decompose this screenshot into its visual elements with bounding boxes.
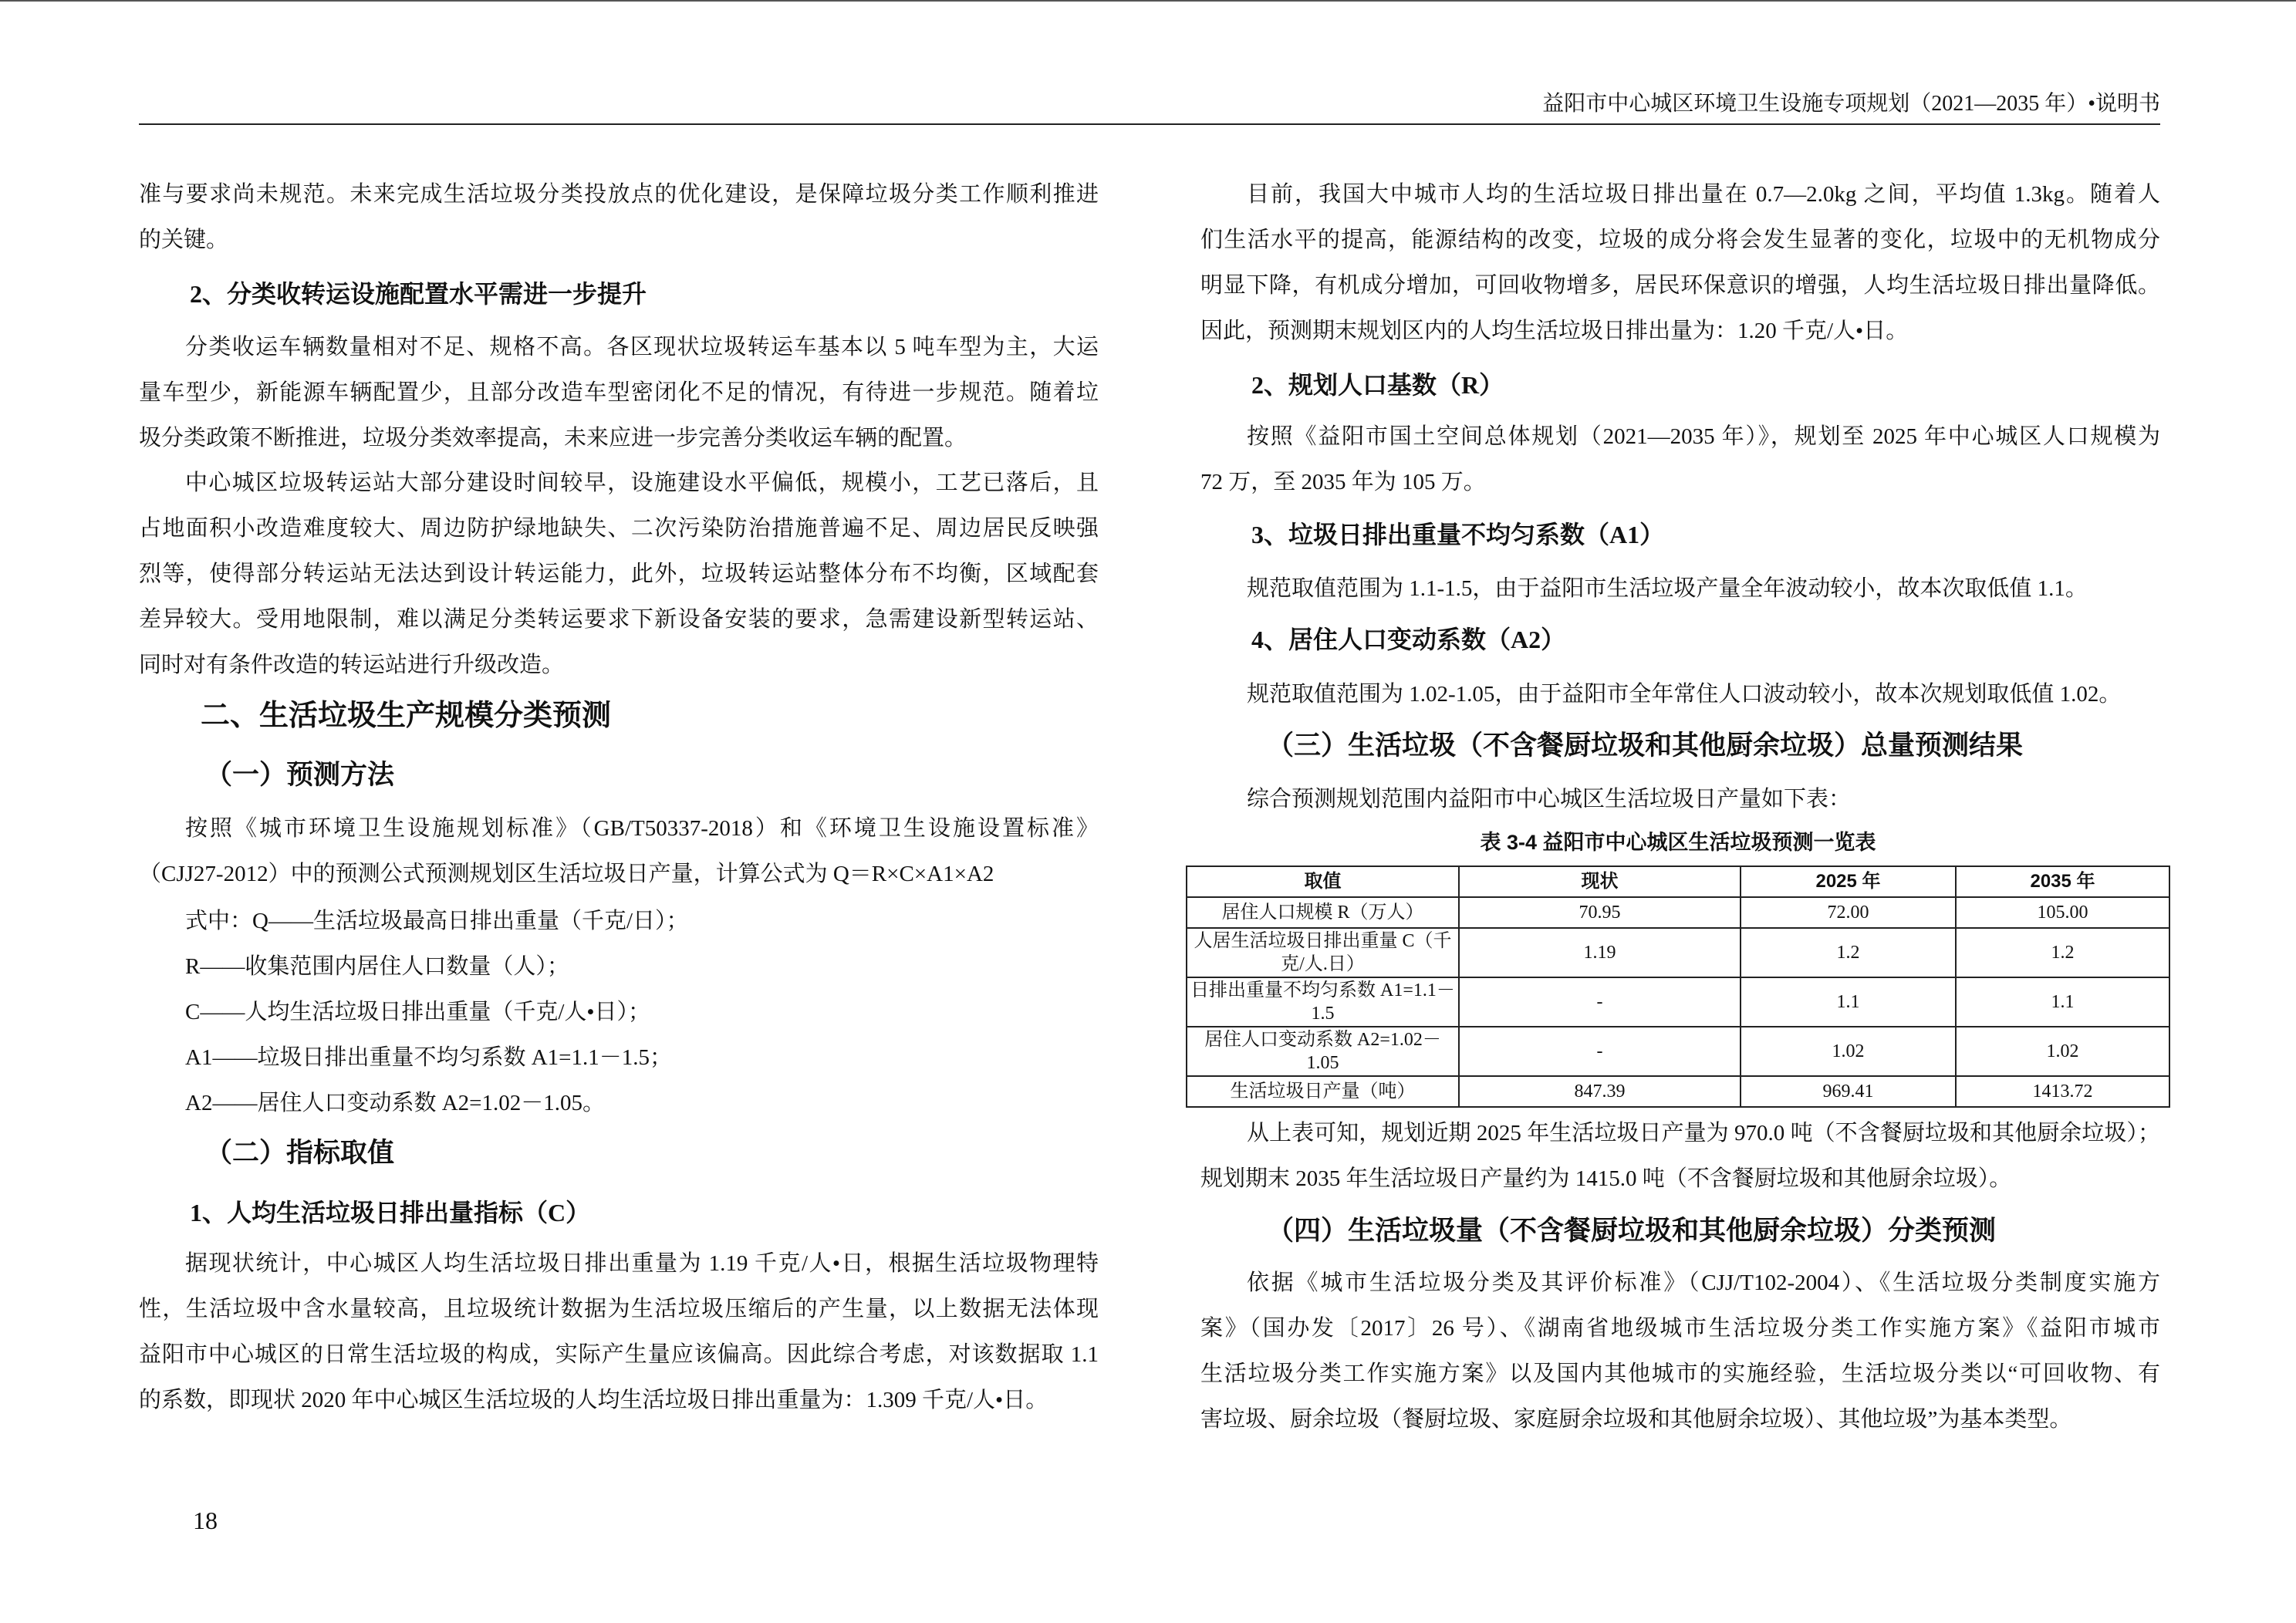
section-heading <box>1200 512 2160 558</box>
text-line: 同时对有条件改造的转运站进行升级改造。 <box>139 653 565 677</box>
text-line: 4、居住人口变动系数（A2） <box>1251 626 1566 653</box>
text-line: 从上表可知，规划近期 2025 年生活垃圾日产量为 970.0 吨（不含餐厨垃圾和其他厨余垃圾）； <box>1247 1121 2160 1146</box>
paragraph <box>139 1241 1099 1423</box>
table-header-cell: 2025 年 <box>1741 866 1956 897</box>
text-line: C——人均生活垃圾日排出重量（千克/人•日）； <box>185 1000 651 1024</box>
text-line: （一）预测方法 <box>205 760 395 790</box>
text-line: 差异较大。受用地限制，难以满足分类转运要求下新设备安装的要求，急需建设新型转运站、 <box>139 607 1099 632</box>
text-line: （CJJ27-2012）中的预测公式预测规划区生活垃圾日产量，计算公式为 Q＝R×C×A1×A2 <box>139 862 994 886</box>
text-line: 性，生活垃圾中含水量较高，且垃圾统计数据为生活垃圾压缩后的产生量，以上数据无法体现 <box>139 1297 1099 1321</box>
table-cell: - <box>1459 1027 1741 1076</box>
text-line: 的关键。 <box>139 228 229 252</box>
text-line: （三）生活垃圾（不含餐厨垃圾和其他厨余垃圾）总量预测结果 <box>1267 731 2024 761</box>
paragraph <box>139 806 1099 897</box>
paragraph <box>1200 414 2160 505</box>
table-cell: 1.2 <box>1956 928 2169 977</box>
text-line: 3、垃圾日排出重量不均匀系数（A1） <box>1251 521 1665 548</box>
text-line: 据现状统计，中心城区人均生活垃圾日排出重量为 1.19 千克/人•日，根据生活垃圾物理特 <box>185 1251 1099 1276</box>
text-line: 规范取值范围为 1.02-1.05，由于益阳市全年常住人口波动较小，故本次规划取低值 1.02。 <box>1247 682 2122 707</box>
page-top-border <box>0 0 2296 2</box>
subsection-heading <box>1200 1208 2160 1254</box>
text-line: 们生活水平的提高，能源结构的改变，垃圾的成分将会发生显著的变化，垃圾中的无机物成分 <box>1200 228 2160 252</box>
paragraph <box>1200 672 2160 717</box>
text-line: 烈等，使得部分转运站无法达到设计转运能力，此外，垃圾转运站整体分布不均衡，区域配套 <box>139 562 1099 586</box>
chapter-heading <box>139 693 1099 739</box>
table-cell: 105.00 <box>1956 897 2169 928</box>
text-line: 量车型少，新能源车辆配置少，且部分改造车型密闭化不足的情况，有待进一步规范。随着垃 <box>139 380 1099 405</box>
text-line: 准与要求尚未规范。未来完成生活垃圾分类投放点的优化建设，是保障垃圾分类工作顺利推进 <box>139 182 1099 207</box>
section-heading <box>1200 617 2160 663</box>
text-line: 2、分类收转运设施配置水平需进一步提升 <box>190 280 647 308</box>
subsection-heading <box>139 1130 1099 1176</box>
table-row <box>1187 1076 2169 1107</box>
text-line: 案》（国办发〔2017〕26 号）、《湖南省地级城市生活垃圾分类工作实施方案》《益阳市城市 <box>1200 1316 2160 1341</box>
text-line: 72 万，至 2035 年为 105 万。 <box>1200 470 1486 494</box>
text-line: （四）生活垃圾量（不含餐厨垃圾和其他厨余垃圾）分类预测 <box>1267 1216 1997 1246</box>
text-line: 明显下降，有机成分增加，可回收物增多，居民环保意识的增强，人均生活垃圾日排出量降低。 <box>1200 273 2160 298</box>
section-heading <box>139 1190 1099 1236</box>
table-header-cell: 2035 年 <box>1956 866 2169 897</box>
table-row <box>1187 977 2169 1027</box>
table-header-cell: 取值 <box>1187 866 1459 897</box>
text-line: （二）指标取值 <box>205 1138 395 1168</box>
paragraph <box>1200 1260 2160 1442</box>
table-row <box>1187 1027 2169 1076</box>
text-line: 生活垃圾分类工作实施方案》以及国内其他城市的实施经验，生活垃圾分类以“可回收物、有 <box>1200 1361 2160 1386</box>
table-cell: 居住人口规模 R（万人） <box>1187 897 1459 928</box>
text-line: 按照《城市环境卫生设施规划标准》（GB/T50337-2018）和《环境卫生设施设置标准》 <box>185 816 1099 841</box>
header-rule <box>139 123 2160 125</box>
table-cell: 1.19 <box>1459 928 1741 977</box>
table-cell: 1413.72 <box>1956 1076 2169 1107</box>
paragraph <box>1200 1111 2160 1202</box>
text-line: 因此，预测期末规划区内的人均生活垃圾日排出量为：1.20 千克/人•日。 <box>1200 319 1909 343</box>
table-cell: 969.41 <box>1741 1076 1956 1107</box>
table-cell: 居住人口变动系数 A2=1.02－1.05 <box>1187 1027 1459 1076</box>
paragraph <box>1200 777 2160 822</box>
text-line: 益阳市中心城区的日常生活垃圾的构成，实际产生量应该偏高。因此综合考虑，对该数据取 1.1 <box>139 1342 1099 1367</box>
table-header-cell: 现状 <box>1459 866 1741 897</box>
table-cell: 1.02 <box>1956 1027 2169 1076</box>
text-line: 二、生活垃圾生产规模分类预测 <box>201 700 612 732</box>
text-line: R——收集范围内居住人口数量（人）； <box>185 954 569 979</box>
table-cell: 847.39 <box>1459 1076 1741 1107</box>
text-line: 综合预测规划范围内益阳市中心城区生活垃圾日产量如下表： <box>1247 787 1852 812</box>
text-line: 占地面积小改造难度较大、周边防护绿地缺失、二次污染防治措施普遍不足、周边居民反映强 <box>139 516 1099 541</box>
paragraph <box>1200 172 2160 354</box>
subsection-heading <box>1200 723 2160 768</box>
text-line: 分类收运车辆数量相对不足、规格不高。各区现状垃圾转运车基本以 5 吨车型为主，大运 <box>185 335 1099 359</box>
paragraph <box>139 461 1099 688</box>
text-line: A1——垃圾日排出重量不均匀系数 A1=1.1－1.5； <box>185 1045 672 1070</box>
table-cell: 日排出重量不均匀系数 A1=1.1－1.5 <box>1187 977 1459 1027</box>
running-header: 益阳市中心城区环境卫生设施专项规划（2021—2035 年）•说明书 <box>1542 92 2160 116</box>
table-row <box>1187 897 2169 928</box>
table-cell: 1.2 <box>1741 928 1956 977</box>
text-line: A2——居住人口变动系数 A2=1.02－1.05。 <box>185 1091 605 1115</box>
text-line: 规划期末 2035 年生活垃圾日产量约为 1415.0 吨（不含餐厨垃圾和其他厨余垃圾）。 <box>1200 1166 2012 1191</box>
text-line: 规范取值范围为 1.1-1.5，由于益阳市生活垃圾产量全年波动较小，故本次取低值 1.1。 <box>1247 576 2088 601</box>
forecast-table <box>1186 865 2170 1108</box>
text-line: 依据《城市生活垃圾分类及其评价标准》（CJJ/T102-2004）、《生活垃圾分类制度实施方 <box>1247 1270 2160 1295</box>
table-cell: 1.1 <box>1741 977 1956 1027</box>
text-line: 按照《益阳市国土空间总体规划（2021—2035 年）》，规划至 2025 年中心城区人口规模为 <box>1247 424 2160 449</box>
table-cell: 人居生活垃圾日排出重量 C（千克/人.日） <box>1187 928 1459 977</box>
page-number: 18 <box>193 1507 218 1534</box>
table-cell: 生活垃圾日产量（吨） <box>1187 1076 1459 1107</box>
section-heading <box>1200 363 2160 408</box>
text-line: 的系数，即现状 2020 年中心城区生活垃圾的人均生活垃圾日排出重量为：1.309 千克/人•日。 <box>139 1388 1048 1412</box>
text-line: 1、人均生活垃圾日排出量指标（C） <box>190 1199 591 1227</box>
section-heading <box>139 272 1099 317</box>
table-cell: 1.1 <box>1956 977 2169 1027</box>
text-line: 中心城区垃圾转运站大部分建设时间较早，设施建设水平偏低，规模小，工艺已落后，且 <box>185 471 1099 495</box>
paragraph <box>139 325 1099 461</box>
table-cell: 70.95 <box>1459 897 1741 928</box>
table-cell: 1.02 <box>1741 1027 1956 1076</box>
table-cell: - <box>1459 977 1741 1027</box>
text-line: 2、规划人口基数（R） <box>1251 371 1504 399</box>
paragraph <box>139 172 1099 263</box>
table-row <box>1187 928 2169 977</box>
text-line: 害垃圾、厨余垃圾（餐厨垃圾、家庭厨余垃圾和其他厨余垃圾）、其他垃圾”为基本类型。 <box>1200 1407 2072 1432</box>
text-line: 目前，我国大中城市人均的生活垃圾日排出量在 0.7—2.0kg 之间，平均值 1.3kg。随着人 <box>1247 182 2160 207</box>
subsection-heading <box>139 752 1099 798</box>
text-line: 圾分类政策不断推进，垃圾分类效率提高，未来应进一步完善分类收运车辆的配置。 <box>139 426 967 450</box>
paragraph <box>1200 566 2160 612</box>
table-header-row <box>1187 866 2169 897</box>
table-section <box>1186 828 2170 1442</box>
table-cell: 72.00 <box>1741 897 1956 928</box>
formula-definitions <box>139 899 1099 1126</box>
text-line: 式中：Q——生活垃圾最高日排出重量（千克/日）； <box>185 909 689 933</box>
table-caption: 表 3-4 益阳市中心城区生活垃圾预测一览表 <box>1480 831 1876 854</box>
